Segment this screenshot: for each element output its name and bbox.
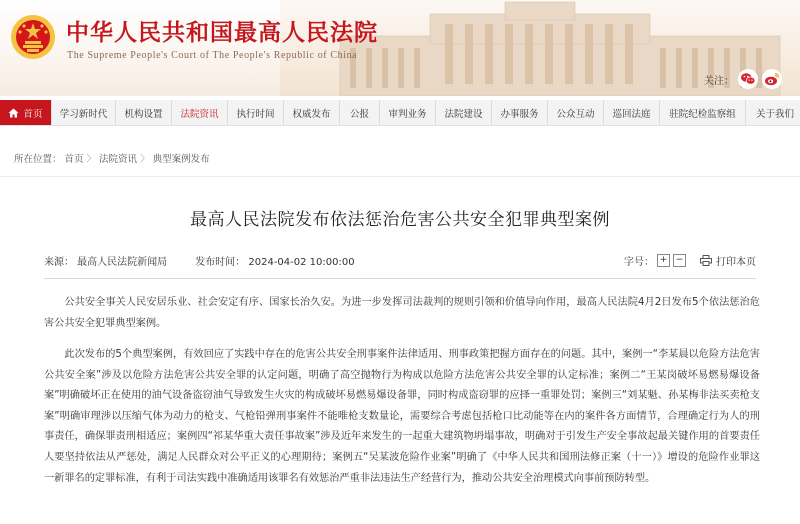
- print-button[interactable]: [700, 253, 756, 268]
- site-subtitle: The Supreme People's Court of The People's Republic of China: [67, 50, 358, 61]
- nav-item-services[interactable]: 办事服务: [492, 100, 548, 125]
- breadcrumb-typical-cases[interactable]: 典型案例发布: [152, 154, 210, 165]
- nav-item-study[interactable]: 学习新时代: [52, 100, 116, 125]
- main-nav: [0, 100, 800, 126]
- nav-item-about[interactable]: 关于我们: [755, 108, 794, 120]
- nav-item-discipline-group[interactable]: 驻院纪检监察组: [660, 100, 746, 125]
- nav-item-court-news[interactable]: 法院资讯: [172, 100, 228, 125]
- home-icon: [8, 108, 19, 118]
- font-increase-button[interactable]: +: [657, 254, 670, 267]
- follow-label: 关注：: [704, 75, 734, 87]
- national-emblem-icon: [10, 14, 56, 60]
- font-size-control: [624, 253, 686, 268]
- site-header: [0, 0, 800, 96]
- font-decrease-button[interactable]: −: [673, 254, 686, 267]
- breadcrumb-separator: 〉: [86, 154, 97, 165]
- nav-item-gazette[interactable]: 公报: [340, 100, 380, 125]
- nav-item-home[interactable]: [0, 100, 52, 125]
- printer-icon: [700, 255, 712, 266]
- article-paragraph: 公共安全事关人民安居乐业、社会安定有序、国家长治久安。为进一步发挥司法裁判的规则引领和价值导向作用，最高人民法院4月2日发布5个依法惩治危害公共安全犯罪典型案例。: [44, 297, 760, 329]
- breadcrumb-divider: [0, 176, 800, 177]
- weibo-icon[interactable]: [762, 69, 782, 89]
- nav-item-trial[interactable]: 审判业务: [380, 100, 436, 125]
- site-title[interactable]: 中华人民共和国最高人民法院: [66, 19, 378, 46]
- meta-divider: [44, 278, 756, 279]
- breadcrumb-court-news[interactable]: 法院资讯: [99, 154, 138, 165]
- breadcrumb-prefix: 所在位置：: [14, 154, 62, 165]
- font-size-label: 字号：: [624, 256, 654, 268]
- article-publish-time: 发布时间： 2024-04-02 10:00:00: [195, 256, 355, 268]
- article-meta: [44, 250, 756, 270]
- article-source: 来源： 最高人民法院新闻局: [44, 256, 168, 268]
- nav-item-execution[interactable]: 执行时间: [228, 100, 284, 125]
- nav-item-circuit-courts[interactable]: 巡回法庭: [604, 100, 660, 125]
- breadcrumb-home[interactable]: 首页: [64, 154, 84, 165]
- article-paragraph: 此次发布的5个典型案例，有效回应了实践中存在的危害公共安全刑事案件法律适用、刑事政策把握方面存在的问题。其中，案例一“李某晨以危险方法危害公共安全案”涉及以危险方法危害公共安全罪的认定问题，明确了高空抛物行为构成以危险方法危害公共安全罪的认定标准；案例二“王某岗破坏易燃易爆设备案”明确破坏正在使用的油气设备盗窃油气导致发生火灾的构成破坏易燃易爆设备罪，同时构成盗窃罪的应择一重罪处罚；案例三“刘某魁、孙某梅非法买卖枪支案”明确审理涉以压缩气体为动力的枪支、气枪铅弹刑事案件不能唯枪支数量论，需要综合考虑包括枪口比动能等在内的案件各方面情节，合理确定行为人的刑事责任，确保罪责刑相适应；案例四“祁某华重大责任事故案”涉及近年来发生的一起重大建筑物坍塌事故，明确对于引发生产安全事故起最关键作用的首要责任人要坚持依法从严惩处，满足人民群众对公平正义的心理期待；案例五“吴某波危险作业案”明确了《中华人民共和国刑法修正案（十一）》增设的危险作业罪这一新罪名的定罪标准，有利于司法实践中准确适用该罪名有效惩治严重非法违法生产经营行为，推动公共安全治理模式向事前预防转型。: [44, 349, 760, 484]
- print-label: 打印本页: [716, 256, 756, 268]
- nav-item-label: 首页: [23, 108, 43, 120]
- breadcrumb: [14, 150, 210, 166]
- nav-item-public-interaction[interactable]: 公众互动: [548, 100, 604, 125]
- follow-bar: [704, 68, 782, 90]
- wechat-icon[interactable]: [738, 69, 758, 89]
- nav-item-releases[interactable]: 权威发布: [284, 100, 340, 125]
- nav-item-court-building[interactable]: 法院建设: [436, 100, 492, 125]
- article-title: 最高人民法院发布依法惩治危害公共安全犯罪典型案例: [190, 210, 610, 230]
- nav-item-institutions[interactable]: 机构设置: [116, 100, 172, 125]
- breadcrumb-separator: 〉: [140, 154, 150, 165]
